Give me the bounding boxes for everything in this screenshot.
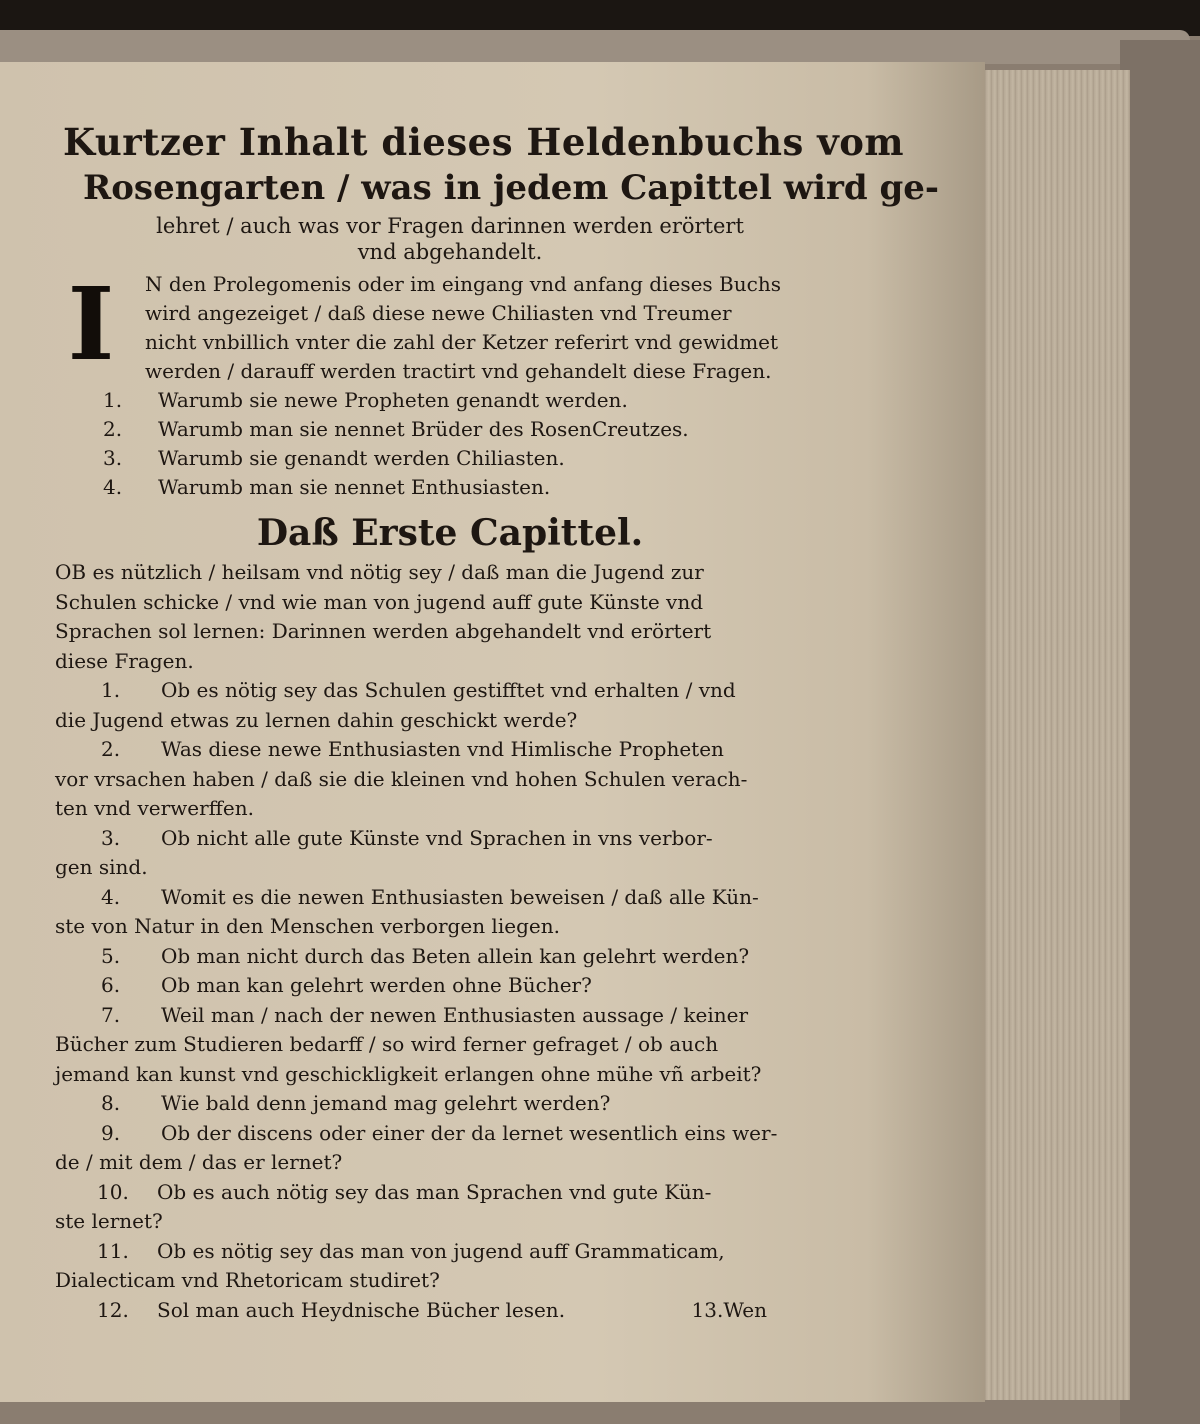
question-line: Womit es die newen Enthusiasten beweisen / daß alle Kün- bbox=[161, 884, 759, 909]
chapter-intro-line: OB es nützlich / heilsam vnd nötig sey / daß man die Jugend zur bbox=[55, 560, 704, 584]
question-number: 3. bbox=[101, 825, 121, 850]
chapter-intro-line: Schulen schicke / vnd wie man von jugend auff gute Künste vnd bbox=[55, 589, 704, 614]
question-line: de / mit dem / das er lernet? bbox=[55, 1150, 343, 1174]
question-line: ste von Natur in den Menschen verborgen liegen. bbox=[55, 914, 560, 938]
intro-line: N den Prolegomenis oder im eingang vnd anfang dieses Buchs bbox=[145, 272, 781, 296]
question-number: 2. bbox=[103, 417, 123, 441]
question-line: gen sind. bbox=[55, 855, 148, 879]
question-text: Warumb sie genandt werden Chiliasten. bbox=[158, 446, 565, 470]
question-number: 9. bbox=[101, 1120, 121, 1145]
question-text: Warumb man sie nennet Enthusiasten. bbox=[158, 475, 551, 499]
question-line: ste lernet? bbox=[55, 1209, 163, 1233]
chapter-question bbox=[55, 735, 785, 824]
book-spine bbox=[1120, 40, 1200, 1424]
question-number: 11. bbox=[97, 1238, 129, 1263]
question-line: Was diese newe Enthusiasten vnd Himlische Propheten bbox=[161, 737, 724, 761]
question-text: Warumb sie newe Propheten genandt werden. bbox=[158, 388, 628, 412]
question-number: 1. bbox=[103, 388, 123, 412]
question-line: Bücher zum Studieren bedarff / so wird ferner gefraget / ob auch bbox=[55, 1032, 719, 1056]
intro-paragraph bbox=[55, 265, 785, 386]
intro-question bbox=[55, 473, 785, 502]
intro-line: wird angezeiget / daß diese newe Chiliasten vnd Treumer bbox=[145, 301, 732, 325]
question-number: 2. bbox=[101, 737, 121, 761]
question-number: 1. bbox=[101, 678, 121, 702]
question-line: Weil man / nach der newen Enthusiasten aussage / keiner bbox=[161, 1002, 749, 1027]
book-cover-top bbox=[0, 30, 1190, 64]
title-line-4: vnd abgehandelt. bbox=[357, 240, 543, 264]
decorated-initial: I bbox=[67, 265, 115, 383]
question-line: die Jugend etwas zu lernen dahin geschickt werde? bbox=[55, 707, 578, 732]
question-line: jemand kan kunst vnd geschickligkeit erlangen ohne mühe vñ arbeit? bbox=[55, 1061, 762, 1086]
question-line: Sol man auch Heydnische Bücher lesen. bbox=[157, 1297, 566, 1322]
page-text bbox=[55, 120, 939, 1325]
intro-question bbox=[55, 415, 785, 444]
chapter-question bbox=[55, 1296, 785, 1326]
chapter-question bbox=[55, 676, 785, 735]
question-number: 6. bbox=[101, 973, 121, 997]
question-line: Ob nicht alle gute Künste vnd Sprachen in vns verbor- bbox=[161, 825, 713, 850]
title-line-1: Kurtzer Inhalt dieses Heldenbuchs vom bbox=[63, 120, 905, 164]
question-number: 7. bbox=[101, 1002, 121, 1027]
question-line: vor vrsachen haben / daß sie die kleinen vnd hohen Schulen verach- bbox=[55, 766, 748, 791]
question-line: Ob der discens oder einer der da lernet wesentlich eins wer- bbox=[161, 1120, 778, 1145]
title-line-3: lehret / auch was vor Fragen darinnen werden erörtert bbox=[156, 214, 744, 238]
catchword: 13.Wen bbox=[691, 1297, 767, 1322]
question-line: Dialecticam vnd Rhetoricam studiret? bbox=[55, 1268, 440, 1292]
chapter-question bbox=[55, 1001, 785, 1090]
question-line: Ob es nötig sey das Schulen gestifftet vnd erhalten / vnd bbox=[161, 678, 736, 702]
question-number: 4. bbox=[101, 884, 121, 909]
question-line: Ob es nötig sey das man von jugend auff Grammaticam, bbox=[157, 1238, 725, 1263]
title-line-2: Rosengarten / was in jedem Capittel wird ge- bbox=[83, 168, 939, 208]
chapter-question bbox=[55, 1237, 785, 1296]
question-number: 5. bbox=[101, 943, 121, 968]
chapter-heading: Daß Erste Capittel. bbox=[256, 512, 644, 554]
chapter-intro-line: diese Fragen. bbox=[55, 648, 194, 673]
question-number: 10. bbox=[97, 1179, 129, 1204]
chapter-question bbox=[55, 942, 785, 972]
chapter-question bbox=[55, 1119, 785, 1178]
intro-question bbox=[55, 386, 785, 415]
chapter-question bbox=[55, 824, 785, 883]
chapter-question bbox=[55, 883, 785, 942]
question-line: Ob man nicht durch das Beten allein kan gelehrt werden? bbox=[161, 943, 750, 968]
question-number: 3. bbox=[103, 446, 123, 470]
intro-line: werden / darauff werden tractirt vnd gehandelt diese Fragen. bbox=[145, 359, 772, 383]
question-number: 8. bbox=[101, 1091, 121, 1115]
chapter-question bbox=[55, 971, 785, 1001]
chapter-question bbox=[55, 1178, 785, 1237]
question-number: 12. bbox=[97, 1297, 129, 1322]
chapter-intro-line: Sprachen sol lernen: Darinnen werden abgehandelt vnd erörtert bbox=[55, 619, 712, 643]
question-line: Ob es auch nötig sey das man Sprachen vnd gute Kün- bbox=[157, 1179, 712, 1204]
question-number: 4. bbox=[103, 475, 123, 499]
chapter-question bbox=[55, 1089, 785, 1119]
question-text: Warumb man sie nennet Brüder des RosenCreutzes. bbox=[158, 417, 689, 441]
intro-question bbox=[55, 444, 785, 473]
question-line: Wie bald denn jemand mag gelehrt werden? bbox=[161, 1091, 611, 1115]
intro-line: nicht vnbillich vnter die zahl der Ketzer referirt vnd gewidmet bbox=[145, 330, 779, 354]
question-line: Ob man kan gelehrt werden ohne Bücher? bbox=[161, 973, 592, 997]
question-line: ten vnd verwerffen. bbox=[55, 796, 254, 820]
page-edges bbox=[978, 70, 1130, 1400]
